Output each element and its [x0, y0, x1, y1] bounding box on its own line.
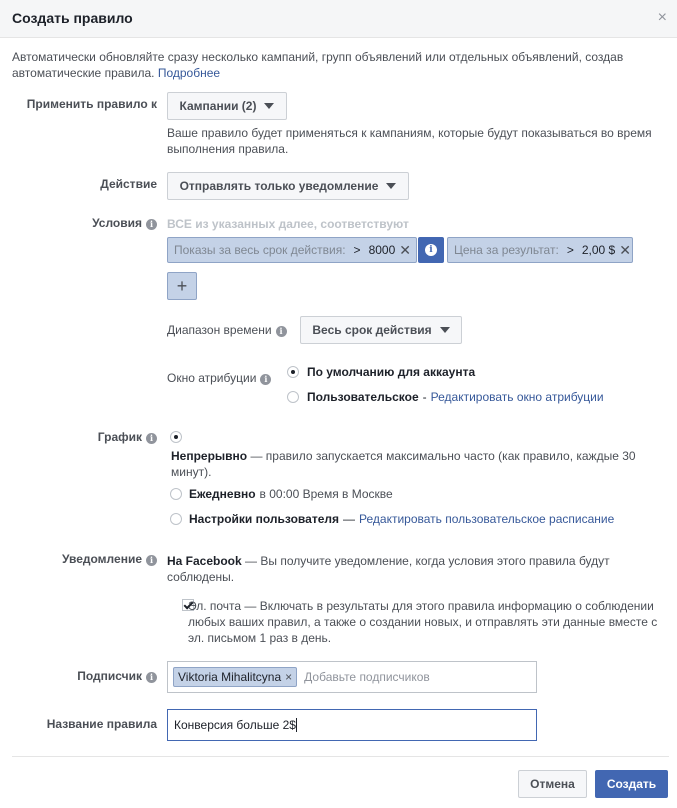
chevron-down-icon [440, 327, 450, 333]
attribution-custom-option[interactable]: Пользовательское - Редактировать окно атрибуции [287, 390, 604, 404]
info-icon[interactable]: i [260, 374, 271, 385]
chevron-down-icon [386, 183, 396, 189]
condition-chip-impressions[interactable]: Показы за весь срок действия: > 8000 ✕ [167, 237, 417, 263]
intro-text: Автоматически обновляйте сразу несколько кампаний, групп объявлений или отдельных объявлений, создав автоматические правила. Подробнее [12, 50, 624, 80]
remove-condition-icon[interactable]: ✕ [619, 241, 631, 258]
subscriber-token[interactable]: Viktoria Mihalitcyna × [173, 667, 297, 687]
add-condition-button[interactable]: + [167, 272, 197, 300]
attribution-label: Окно атрибуции i [167, 371, 271, 385]
subscriber-input[interactable] [167, 661, 537, 693]
close-icon[interactable]: × [657, 9, 667, 26]
chevron-down-icon [264, 103, 274, 109]
condition-chip-cost[interactable]: Цена за результат: > 2,00 $ ✕ [447, 237, 633, 263]
info-icon[interactable]: i [146, 555, 157, 566]
info-icon[interactable]: i [146, 433, 157, 444]
action-label: Действие [100, 177, 157, 191]
apply-rule-label: Применить правило к [26, 97, 157, 111]
conditions-label: Условия i [0, 216, 157, 230]
remove-condition-icon[interactable]: ✕ [399, 241, 411, 258]
subscriber-placeholder: Добавьте подписчиков [304, 670, 430, 684]
subscriber-label: Подписчик i [0, 669, 157, 683]
time-range-value: Весь срок действия [312, 323, 432, 337]
condition-info-icon[interactable]: i [418, 237, 444, 263]
remove-subscriber-icon[interactable]: × [285, 670, 293, 684]
info-icon[interactable]: i [276, 326, 287, 337]
time-range-dropdown[interactable] [300, 316, 462, 344]
schedule-custom-option[interactable]: Настройки пользователя — Редактировать пользовательское расписание [170, 512, 614, 526]
apply-rule-value: Кампании (2) [179, 99, 257, 113]
schedule-continuous-text: Непрерывно — правило запускается максимально часто (как правило, каждые 30 минут). [171, 449, 636, 479]
schedule-daily-option[interactable]: Ежедневно в 00:00 Время в Москве [170, 487, 393, 501]
apply-rule-dropdown[interactable] [167, 92, 287, 120]
rule-name-label: Название правила [46, 717, 157, 731]
radio-unselected[interactable] [170, 513, 182, 525]
create-button[interactable]: Создать [595, 770, 668, 798]
rule-name-input[interactable]: Конверсия больше 2$ [167, 709, 537, 741]
radio-selected[interactable] [287, 366, 299, 378]
notification-label: Уведомление i [0, 552, 157, 566]
edit-schedule-link[interactable]: Редактировать пользовательское расписание [359, 512, 615, 526]
schedule-continuous-radio[interactable] [170, 431, 182, 443]
schedule-label: График i [0, 430, 157, 444]
email-notification-text: Эл. почта — Включать в результаты для этого правила информацию о соблюдении любых ваших правил, а также о создании новых, и отправлять эти данные вместе с эл. письмом 1 раз в день. [188, 599, 658, 645]
info-icon[interactable]: i [146, 219, 157, 230]
text-cursor [296, 718, 297, 732]
cancel-button[interactable]: Отмена [518, 770, 587, 798]
notification-facebook-text: На Facebook — Вы получите уведомление, когда условия этого правила будут соблюдены. [167, 554, 610, 584]
action-value: Отправлять только уведомление [179, 179, 379, 193]
edit-attribution-link[interactable]: Редактировать окно атрибуции [430, 390, 604, 404]
time-range-label: Диапазон времени i [167, 323, 287, 337]
radio-unselected[interactable] [170, 488, 182, 500]
radio-unselected[interactable] [287, 391, 299, 403]
learn-more-link[interactable]: Подробнее [157, 66, 221, 80]
apply-rule-help: Ваше правило будет применяться к кампаниям, которые будут показываться во время выполнения правила. [167, 126, 652, 156]
conditions-header: ВСЕ из указанных далее, соответствуют [167, 217, 409, 231]
dialog-title: Создать правило [12, 10, 133, 26]
attribution-default-option[interactable]: По умолчанию для аккаунта [287, 365, 475, 379]
action-dropdown[interactable] [167, 172, 409, 200]
footer-divider [12, 756, 669, 757]
info-icon[interactable]: i [146, 672, 157, 683]
